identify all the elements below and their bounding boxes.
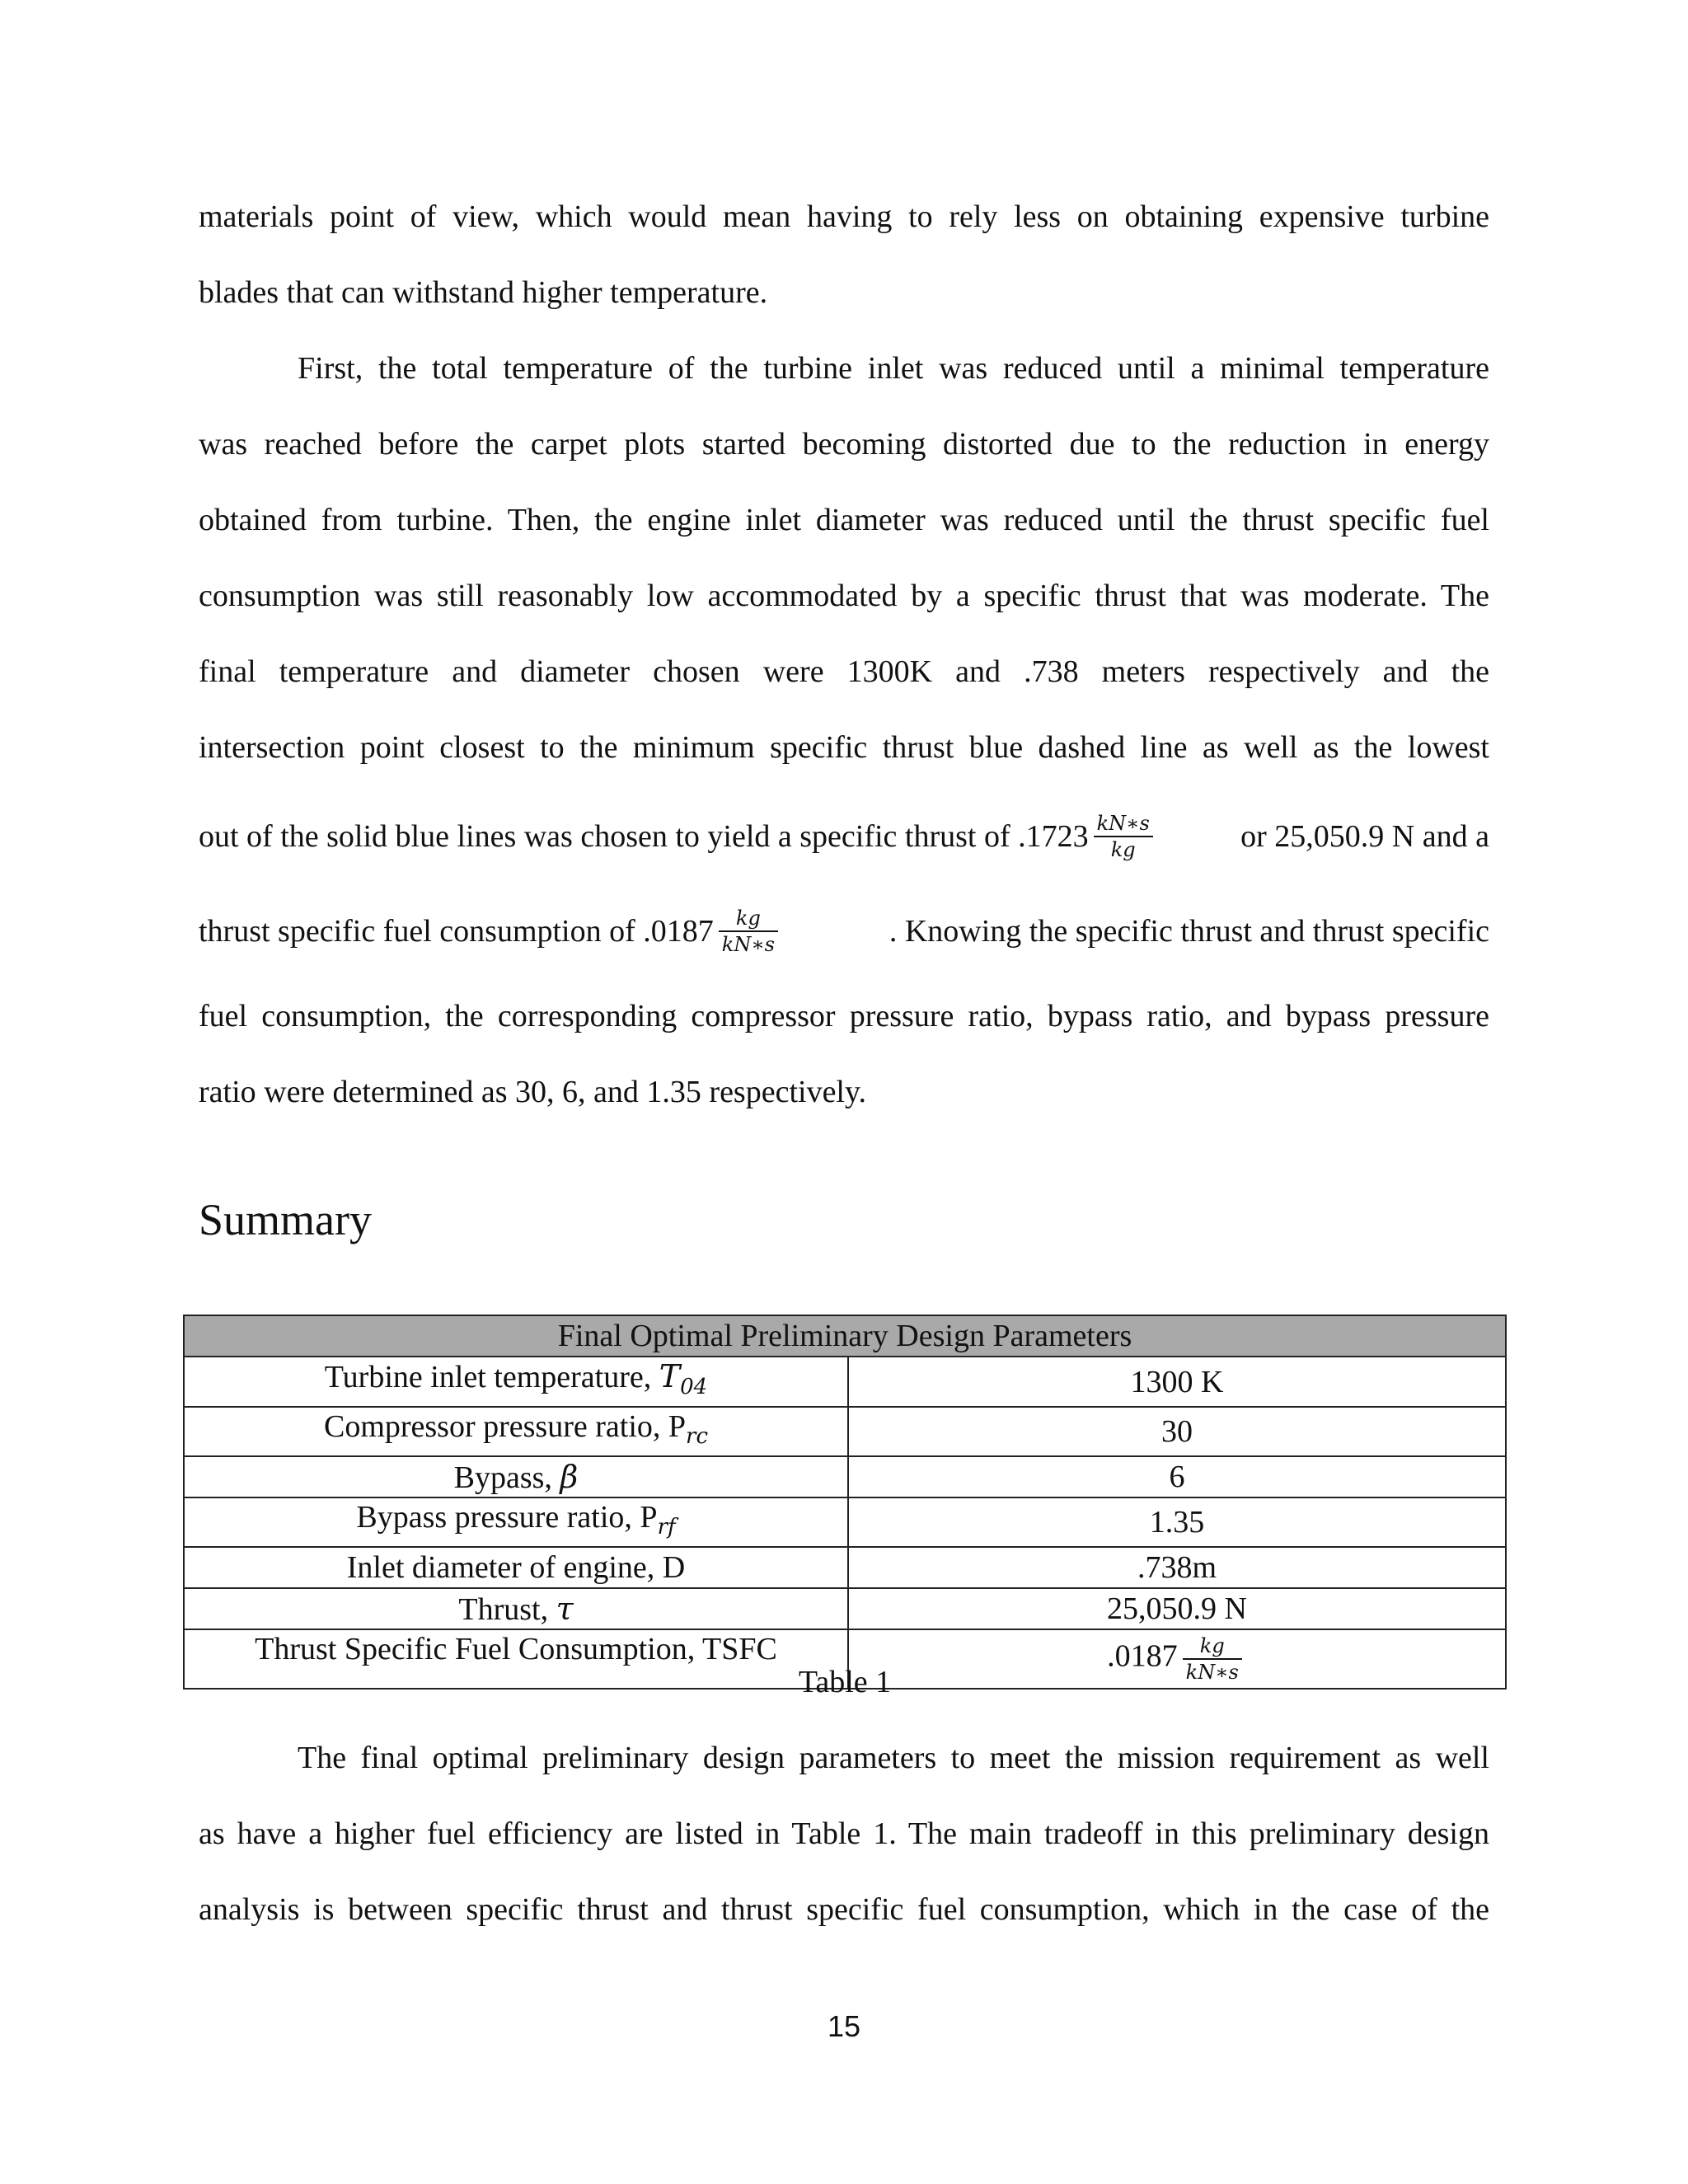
line-8-text-after: . Knowing the specific thrust and thrust specific bbox=[889, 914, 1489, 949]
table-row bbox=[184, 1547, 1506, 1588]
paragraph-2-line-2: was reached before the carpet plots started becoming distorted due to the reduction in energy bbox=[199, 427, 1489, 462]
paragraph-2-line-7 bbox=[199, 808, 1489, 865]
section-heading-summary: Summary bbox=[199, 1195, 372, 1244]
paragraph-1-line-2: blades that can withstand higher temperature. bbox=[199, 275, 768, 310]
tsfc-unit-fraction: $\frac{kg}{kN∗s}$ bbox=[1183, 1633, 1242, 1685]
parameter-value: .0187 $\frac{kg}{kN∗s}$ bbox=[848, 1629, 1506, 1689]
page-number: 15 bbox=[827, 2009, 861, 2043]
parameter-value: 6 bbox=[848, 1456, 1506, 1497]
paragraph-3-line-2: as have a higher fuel efficiency are listed in Table 1. The main tradeoff in this preliminary design bbox=[199, 1816, 1489, 1851]
paragraph-2-line-3: obtained from turbine. Then, the engine inlet diameter was reduced until the thrust specific fuel bbox=[199, 503, 1489, 537]
fraction-denominator: kg bbox=[1110, 838, 1136, 861]
parameter-label: Inlet diameter of engine, D bbox=[184, 1547, 848, 1588]
paragraph-3-line-3: analysis is between specific thrust and thrust specific fuel consumption, which in the case of the bbox=[199, 1892, 1489, 1927]
table-title: Final Optimal Preliminary Design Parameters bbox=[184, 1315, 1506, 1357]
paragraph-2-line-8 bbox=[199, 902, 1489, 960]
parameter-value: 25,050.9 N bbox=[848, 1588, 1506, 1629]
parameter-label: Thrust Specific Fuel Consumption, TSFC bbox=[184, 1629, 848, 1689]
parameter-label: Compressor pressure ratio, $P_{rc}$ bbox=[184, 1407, 848, 1456]
fraction-numerator: kN∗s bbox=[1094, 811, 1153, 837]
design-parameters-table bbox=[183, 1315, 1507, 1690]
paragraph-1-line-1: materials point of view, which would mean having to rely less on obtaining expensive turbine bbox=[199, 199, 1489, 234]
parameter-label: Thrust, τ bbox=[184, 1588, 848, 1629]
table-caption: Table 1 bbox=[798, 1665, 892, 1699]
fraction-denominator: kN∗s bbox=[721, 933, 775, 956]
table-row bbox=[184, 1588, 1506, 1629]
table-row bbox=[184, 1497, 1506, 1547]
paragraph-2-line-1: First, the total temperature of the turbine inlet was reduced until a minimal temperature bbox=[298, 351, 1489, 386]
parameter-value: 30 bbox=[848, 1407, 1506, 1456]
parameter-label: Bypass pressure ratio, $P_{rf}$ bbox=[184, 1497, 848, 1547]
paragraph-2-line-4: consumption was still reasonably low accommodated by a specific thrust that was moderate. The bbox=[199, 579, 1489, 613]
parameter-label: Bypass, β bbox=[184, 1456, 848, 1497]
parameter-value: 1300 K bbox=[848, 1357, 1506, 1407]
parameter-value: 1.35 bbox=[848, 1497, 1506, 1547]
paragraph-2-line-5: final temperature and diameter chosen were 1300K and .738 meters respectively and the bbox=[199, 654, 1489, 689]
paragraph-2-line-9: fuel consumption, the corresponding compressor pressure ratio, bypass ratio, and bypass pressure bbox=[199, 999, 1489, 1033]
paragraph-3-line-1: The final optimal preliminary design parameters to meet the mission requirement as well bbox=[298, 1741, 1489, 1775]
table-row bbox=[184, 1407, 1506, 1456]
parameter-value: .738m bbox=[848, 1547, 1506, 1588]
line-7-text-before: out of the solid blue lines was chosen to yield a specific thrust of .1723 bbox=[199, 819, 1089, 854]
paragraph-2-line-6: intersection point closest to the minimum specific thrust blue dashed line as well as the lowest bbox=[199, 730, 1489, 765]
line-7-text-after: or 25,050.9 N and a bbox=[1240, 819, 1489, 854]
table-header-row bbox=[184, 1315, 1506, 1357]
line-8-text-before: thrust specific fuel consumption of .0187 bbox=[199, 914, 714, 949]
table-row bbox=[184, 1456, 1506, 1497]
table-row bbox=[184, 1357, 1506, 1407]
parameter-label: Turbine inlet temperature, $T_{04}$ bbox=[184, 1357, 848, 1407]
paragraph-2-line-10: ratio were determined as 30, 6, and 1.35 respectively. bbox=[199, 1075, 867, 1109]
specific-thrust-unit-fraction bbox=[1094, 811, 1153, 862]
tsfc-unit-fraction bbox=[719, 906, 778, 957]
fraction-numerator: kg bbox=[719, 906, 778, 932]
